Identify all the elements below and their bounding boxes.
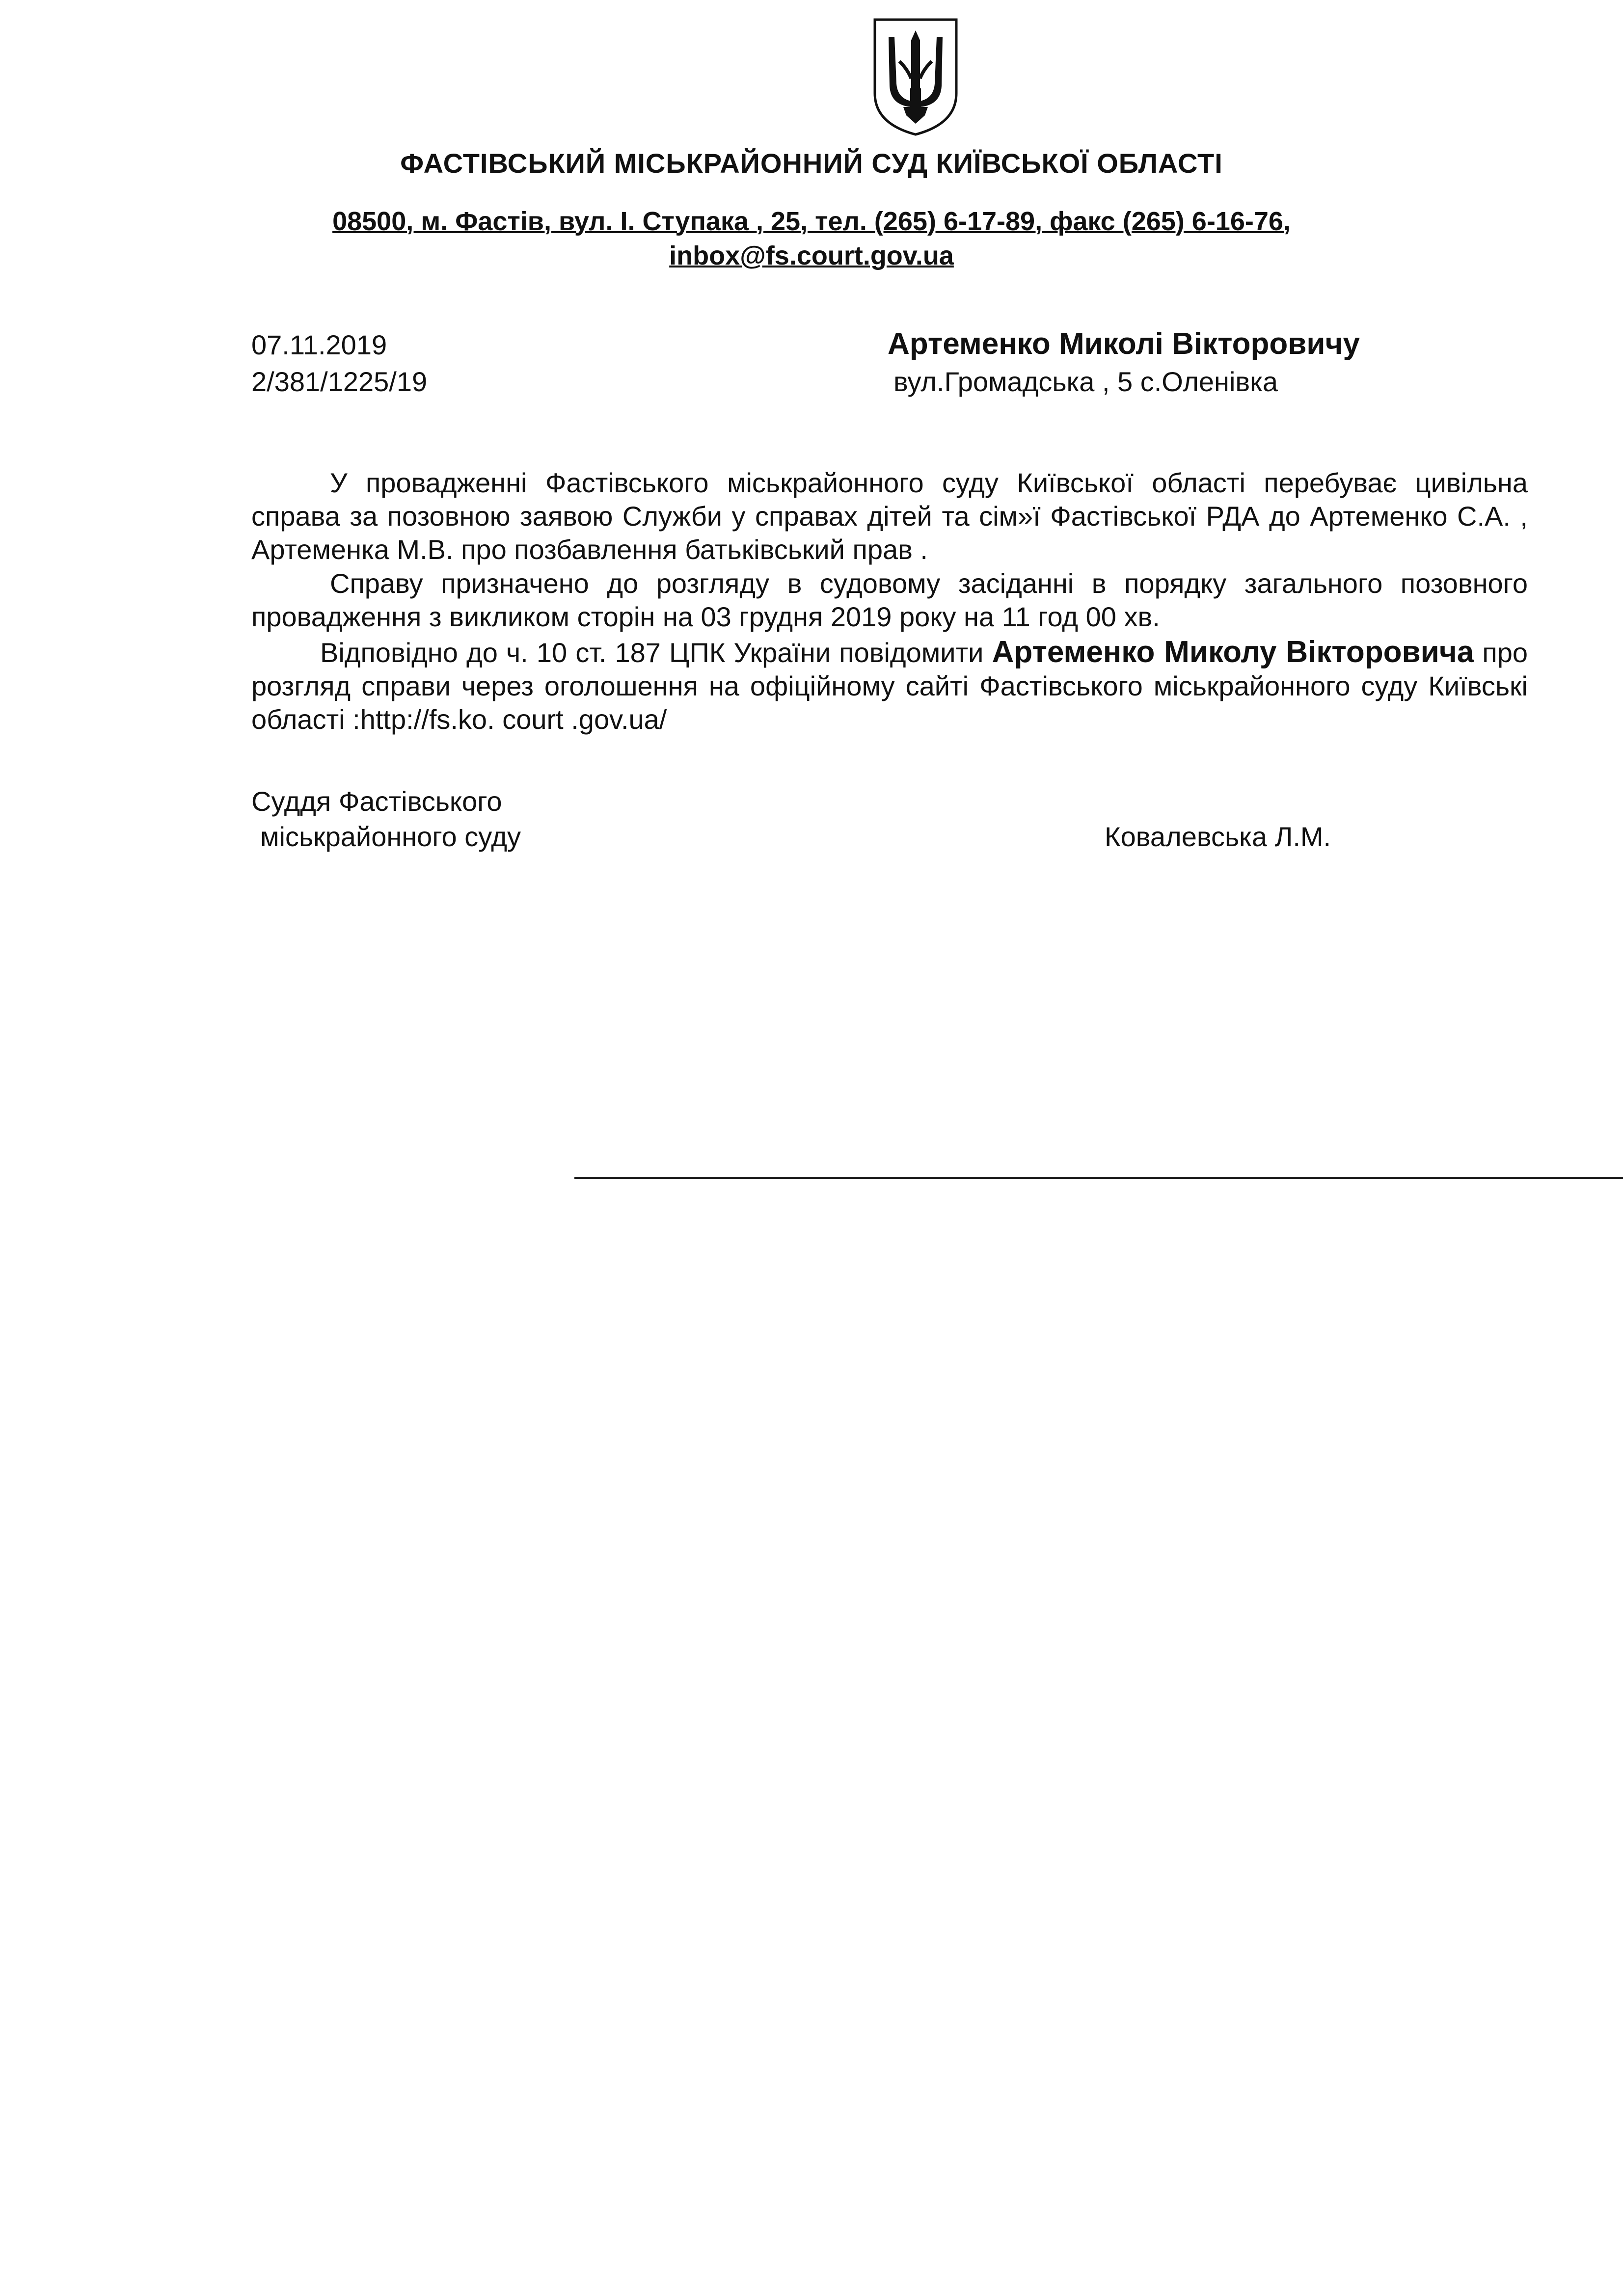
notice-person-name: Артеменко Миколу Вікторовича — [992, 635, 1474, 669]
recipient-address: вул.Громадська , 5 с.Оленівка — [893, 366, 1278, 397]
court-address-line: 08500, м. Фастів, вул. І. Ступака , 25, тел. (265) 6-17-89, факс (265) 6-16-76, — [332, 207, 1291, 236]
court-email-link[interactable]: inbox@fs.court.gov.ua — [669, 241, 954, 270]
trident-coat-of-arms-icon — [869, 15, 962, 137]
body-paragraph-case-info: У провадженні Фастівського міськрайонного суду Київської області перебуває цивільна справа за позовною заявою Служби у справах дітей та сім»ї Фастівської РДА до Артеменко С.А. , Артеменка М.В. про позбавлення батьківський прав . — [251, 467, 1528, 565]
body-paragraph-hearing-date: Справу призначено до розгляду в судовому засіданні в порядку загального позовного провадження з викликом сторін на 03 грудня 2019 року на 11 год 00 хв. — [251, 568, 1528, 632]
notice-text-start: Відповідно до ч. 10 ст. 187 ЦПК України повідомити — [320, 637, 992, 668]
body-paragraph-notice — [251, 636, 1528, 736]
letter-date: 07.11.2019 — [251, 329, 387, 360]
court-name-heading: ФАСТІВСЬКИЙ МІСЬКРАЙОННИЙ СУД КИЇВСЬКОЇ ОБЛАСТІ — [400, 148, 1223, 179]
case-reference-number: 2/381/1225/19 — [251, 366, 428, 397]
signature-title-line1: Суддя Фастівського — [251, 786, 502, 817]
notice-text-end: про розгляд справи через оголошення на офіційному сайті Фастівського міськрайонного суду Київські області :http://fs.ko. court .gov.ua/ — [251, 637, 1528, 735]
judge-name: Ковалевська Л.М. — [1105, 821, 1331, 852]
signature-title-line2: міськрайонного суду — [260, 821, 521, 852]
page-divider-line — [574, 1177, 1623, 1179]
recipient-name: Артеменко Миколі Вікторовичу — [888, 327, 1360, 361]
